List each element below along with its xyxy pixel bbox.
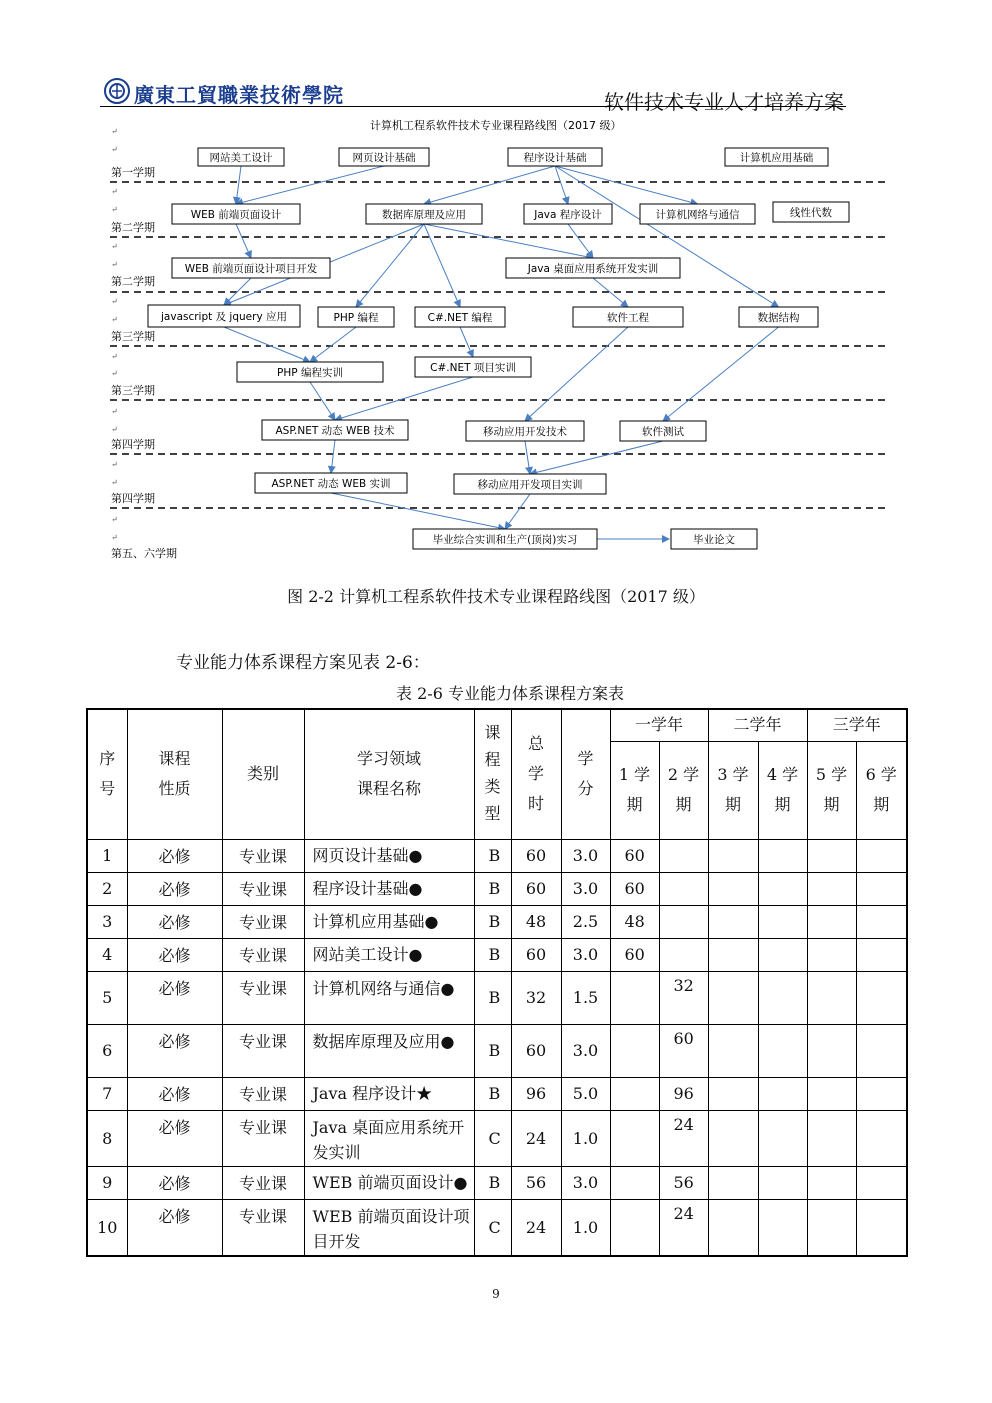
header-s2-text: 2 学期 xyxy=(667,764,700,814)
cell-s3 xyxy=(708,1024,758,1077)
cell-s1: 48 xyxy=(610,905,659,938)
cell-s6 xyxy=(856,905,907,938)
cell-s4 xyxy=(758,839,807,872)
semester-label: 第三学期 xyxy=(111,330,155,343)
header-divider xyxy=(100,106,846,107)
header-name xyxy=(304,709,474,839)
cell-s3 xyxy=(708,1110,758,1166)
cell-category: 专业课 xyxy=(222,1077,304,1110)
header-year2: 二学年 xyxy=(708,709,807,741)
cell-s2 xyxy=(659,872,708,905)
diagram-node xyxy=(198,148,284,166)
cell-s1 xyxy=(610,1110,659,1166)
cell-type: C xyxy=(474,1110,511,1166)
cell-s5 xyxy=(807,905,856,938)
diagram-node xyxy=(172,204,300,224)
cell-seq: 4 xyxy=(87,938,127,971)
cell-credits: 3.0 xyxy=(561,839,610,872)
figure-caption: 图 2-2 计算机工程系软件技术专业课程路线图（2017 级） xyxy=(287,587,705,606)
header-s1 xyxy=(610,741,659,839)
cell-s5 xyxy=(807,971,856,1024)
cell-name: 计算机应用基础● xyxy=(304,905,474,938)
diagram-edge xyxy=(335,377,473,420)
cell-s6 xyxy=(856,1024,907,1077)
cell-nature: 必修 xyxy=(127,1024,222,1077)
diagram-edge xyxy=(424,224,593,258)
diagram-node xyxy=(415,307,505,327)
diagram-node xyxy=(508,148,602,166)
table-row xyxy=(87,1024,907,1077)
diagram-node xyxy=(671,529,757,549)
cell-type: B xyxy=(474,839,511,872)
cell-s5 xyxy=(807,1024,856,1077)
header-category: 类别 xyxy=(222,709,304,839)
semester-labels xyxy=(111,127,177,560)
header-s4 xyxy=(758,741,807,839)
diagram-node xyxy=(640,204,755,224)
node-label: 网页设计基础 xyxy=(352,152,416,164)
cell-type: B xyxy=(474,1166,511,1199)
diagram-node xyxy=(620,421,706,441)
header-nature-text: 课程性质 xyxy=(158,748,191,799)
node-label: Java 桌面应用系统开发实训 xyxy=(527,263,659,275)
semester-label: 第四学期 xyxy=(111,438,155,451)
cell-s3 xyxy=(708,839,758,872)
node-label: 数据库原理及应用 xyxy=(382,209,466,221)
semester-label: 第二学期 xyxy=(111,221,155,234)
header-hours-text: 总学时 xyxy=(527,733,544,814)
diagram-node xyxy=(454,474,606,494)
node-label: C#.NET 编程 xyxy=(427,312,493,324)
cell-s6 xyxy=(856,1199,907,1256)
course-plan-table xyxy=(86,708,908,1257)
header-s5 xyxy=(807,741,856,839)
cell-nature: 必修 xyxy=(127,839,222,872)
header-name-text: 学习领域课程名称 xyxy=(356,748,421,799)
cell-nature: 必修 xyxy=(127,1110,222,1166)
paragraph-mark-icon: ↵ xyxy=(111,242,118,251)
diagram-node xyxy=(237,362,383,382)
cell-s1 xyxy=(610,1024,659,1077)
cell-type: C xyxy=(474,1199,511,1256)
cell-s4 xyxy=(758,872,807,905)
cell-credits: 3.0 xyxy=(561,872,610,905)
cell-s1 xyxy=(610,1077,659,1110)
cell-seq: 5 xyxy=(87,971,127,1024)
cell-type: B xyxy=(474,1077,511,1110)
header-s6 xyxy=(856,741,907,839)
header-s2 xyxy=(659,741,708,839)
diagram-node xyxy=(524,204,612,224)
cell-s4 xyxy=(758,1166,807,1199)
node-label: 软件工程 xyxy=(607,312,649,324)
header-s6-text: 6 学期 xyxy=(865,764,897,814)
cell-hours: 24 xyxy=(511,1199,561,1256)
cell-s1: 60 xyxy=(610,872,659,905)
cell-name: 网站美工设计● xyxy=(304,938,474,971)
diagram-node xyxy=(773,202,849,222)
diagram-edge xyxy=(525,327,628,421)
cell-s5 xyxy=(807,872,856,905)
school-name: 廣東工貿職業技術學院 xyxy=(134,83,344,107)
cell-s4 xyxy=(758,1110,807,1166)
diagram-node xyxy=(339,148,429,166)
semester-label: 第一学期 xyxy=(111,166,155,179)
cell-credits: 1.0 xyxy=(561,1199,610,1256)
node-label: 计算机网络与通信 xyxy=(655,209,740,221)
intro-paragraph: 专业能力体系课程方案见表 2-6： xyxy=(176,653,430,673)
cell-s6 xyxy=(856,1077,907,1110)
diagram-edge xyxy=(663,327,779,421)
cell-s6 xyxy=(856,971,907,1024)
diagram-edge xyxy=(424,224,460,307)
diagram-node xyxy=(506,258,680,278)
diagram-edge xyxy=(530,441,663,474)
cell-s2: 96 xyxy=(659,1077,708,1110)
header-seq-text: 序号 xyxy=(99,748,116,799)
node-label: Java 程序设计 xyxy=(534,209,602,221)
table-body xyxy=(87,839,907,1256)
semester-label: 第三学期 xyxy=(111,384,155,397)
paragraph-mark-icon: ↵ xyxy=(111,407,118,416)
cell-type: B xyxy=(474,905,511,938)
header-year3: 三学年 xyxy=(807,709,907,741)
node-label: PHP 编程实训 xyxy=(277,367,343,379)
cell-s6 xyxy=(856,839,907,872)
diagram-title: 计算机工程系软件技术专业课程路线图（2017 级） xyxy=(370,119,622,132)
cell-s2: 24 xyxy=(659,1110,708,1166)
node-label: WEB 前端页面设计项目开发 xyxy=(184,263,318,275)
node-label: 程序设计基础 xyxy=(523,152,587,164)
diagram-node xyxy=(466,421,584,441)
cell-type: B xyxy=(474,1024,511,1077)
diagram-node xyxy=(573,307,683,327)
cell-credits: 3.0 xyxy=(561,938,610,971)
cell-category: 专业课 xyxy=(222,938,304,971)
cell-name: Java 程序设计★ xyxy=(304,1077,474,1110)
paragraph-mark-icon: ↵ xyxy=(111,297,118,306)
diagram-node xyxy=(415,357,531,377)
cell-s6 xyxy=(856,1166,907,1199)
diagram-edge xyxy=(505,494,530,529)
cell-s5 xyxy=(807,1199,856,1256)
page-number: 9 xyxy=(492,1287,500,1301)
diagram-edge xyxy=(310,327,356,362)
cell-hours: 56 xyxy=(511,1166,561,1199)
diagram-node xyxy=(172,258,330,278)
cell-s3 xyxy=(708,938,758,971)
cell-s4 xyxy=(758,1199,807,1256)
cell-s4 xyxy=(758,938,807,971)
cell-nature: 必修 xyxy=(127,971,222,1024)
cell-category: 专业课 xyxy=(222,872,304,905)
header-type-text: 课程类型 xyxy=(484,722,501,824)
header-year1: 一学年 xyxy=(610,709,708,741)
diagram-edge xyxy=(555,166,568,204)
cell-s5 xyxy=(807,1110,856,1166)
cell-s4 xyxy=(758,971,807,1024)
diagram-edge xyxy=(555,166,779,307)
cell-seq: 7 xyxy=(87,1077,127,1110)
cell-credits: 2.5 xyxy=(561,905,610,938)
paragraph-mark-icon: ↵ xyxy=(111,369,118,378)
cell-seq: 10 xyxy=(87,1199,127,1256)
cell-nature: 必修 xyxy=(127,1077,222,1110)
header-seq xyxy=(87,709,127,839)
cell-category: 专业课 xyxy=(222,1166,304,1199)
paragraph-mark-icon: ↵ xyxy=(111,315,118,324)
diagram-edge xyxy=(555,166,698,204)
cell-hours: 96 xyxy=(511,1077,561,1110)
table-row xyxy=(87,905,907,938)
cell-name: 数据库原理及应用● xyxy=(304,1024,474,1077)
header-s3 xyxy=(708,741,758,839)
cell-nature: 必修 xyxy=(127,938,222,971)
diagram-edge xyxy=(331,493,505,529)
semester-separators xyxy=(110,182,885,508)
cell-s2 xyxy=(659,938,708,971)
semester-label: 第五、六学期 xyxy=(111,547,177,560)
cell-hours: 24 xyxy=(511,1110,561,1166)
node-label: 软件测试 xyxy=(642,426,684,438)
cell-hours: 60 xyxy=(511,839,561,872)
table-row xyxy=(87,971,907,1024)
cell-s1 xyxy=(610,1166,659,1199)
cell-hours: 60 xyxy=(511,872,561,905)
cell-credits: 5.0 xyxy=(561,1077,610,1110)
cell-hours: 48 xyxy=(511,905,561,938)
cell-s5 xyxy=(807,938,856,971)
cell-category: 专业课 xyxy=(222,971,304,1024)
node-label: 数据结构 xyxy=(757,312,800,324)
header-hours xyxy=(511,709,561,839)
diagram-node xyxy=(148,305,300,327)
school-emblem-icon xyxy=(102,76,132,106)
diagram-edge xyxy=(568,224,593,258)
cell-category: 专业课 xyxy=(222,1110,304,1166)
header-s5-text: 5 学期 xyxy=(815,764,848,814)
cell-hours: 60 xyxy=(511,938,561,971)
cell-s5 xyxy=(807,1077,856,1110)
cell-seq: 3 xyxy=(87,905,127,938)
header-s3-text: 3 学期 xyxy=(717,764,749,814)
semester-label: 第四学期 xyxy=(111,492,155,505)
cell-s4 xyxy=(758,905,807,938)
cell-type: B xyxy=(474,872,511,905)
table-row xyxy=(87,1077,907,1110)
cell-type: B xyxy=(474,938,511,971)
cell-category: 专业课 xyxy=(222,1199,304,1256)
node-label: C#.NET 项目实训 xyxy=(430,362,516,374)
node-label: 毕业综合实训和生产(顶岗)实习 xyxy=(432,534,578,546)
cell-s1: 60 xyxy=(610,839,659,872)
cell-name: WEB 前端页面设计● xyxy=(304,1166,474,1199)
node-label: 网站美工设计 xyxy=(209,152,273,164)
node-label: 线性代数 xyxy=(790,207,832,219)
paragraph-mark-icon: ↵ xyxy=(111,478,118,487)
cell-seq: 1 xyxy=(87,839,127,872)
course-roadmap-diagram xyxy=(110,112,890,572)
paragraph-mark-icon: ↵ xyxy=(111,425,118,434)
paragraph-mark-icon: ↵ xyxy=(111,515,118,524)
cell-nature: 必修 xyxy=(127,1166,222,1199)
cell-s2 xyxy=(659,839,708,872)
diagram-node xyxy=(366,204,482,224)
paragraph-mark-icon: ↵ xyxy=(111,187,118,196)
cell-name: 程序设计基础● xyxy=(304,872,474,905)
cell-credits: 3.0 xyxy=(561,1166,610,1199)
cell-s6 xyxy=(856,872,907,905)
cell-s3 xyxy=(708,1166,758,1199)
semester-label: 第二学期 xyxy=(111,275,155,288)
node-label: 毕业论文 xyxy=(693,534,735,546)
cell-hours: 60 xyxy=(511,1024,561,1077)
cell-s6 xyxy=(856,938,907,971)
diagram-node xyxy=(725,148,828,166)
cell-s5 xyxy=(807,839,856,872)
cell-hours: 32 xyxy=(511,971,561,1024)
cell-seq: 2 xyxy=(87,872,127,905)
diagram-edge xyxy=(236,166,384,204)
cell-name: WEB 前端页面设计项目开发 xyxy=(304,1199,474,1256)
header-credits-text: 学分 xyxy=(577,748,594,799)
table-row xyxy=(87,839,907,872)
cell-nature: 必修 xyxy=(127,1199,222,1256)
table-row xyxy=(87,1199,907,1256)
cell-type: B xyxy=(474,971,511,1024)
diagram-edge xyxy=(424,166,555,204)
cell-s3 xyxy=(708,872,758,905)
cell-s2: 32 xyxy=(659,971,708,1024)
cell-s1 xyxy=(610,1199,659,1256)
cell-name: Java 桌面应用系统开发实训 xyxy=(304,1110,474,1166)
diagram-edge xyxy=(236,224,251,258)
node-label: 移动应用开发技术 xyxy=(483,426,567,438)
diagram-node xyxy=(739,307,818,327)
diagram-node xyxy=(413,529,597,549)
cell-category: 专业课 xyxy=(222,905,304,938)
node-label: PHP 编程 xyxy=(333,312,379,324)
header-s4-text: 4 学期 xyxy=(766,764,799,814)
cell-s3 xyxy=(708,905,758,938)
paragraph-mark-icon: ↵ xyxy=(111,127,118,136)
diagram-edge xyxy=(224,327,310,362)
diagram-edge xyxy=(593,278,628,307)
cell-s2 xyxy=(659,905,708,938)
paragraph-mark-icon: ↵ xyxy=(111,533,118,542)
cell-nature: 必修 xyxy=(127,905,222,938)
node-label: 移动应用开发项目实训 xyxy=(477,479,583,491)
cell-s5 xyxy=(807,1166,856,1199)
paragraph-mark-icon: ↵ xyxy=(111,460,118,469)
diagram-edge xyxy=(310,382,335,420)
paragraph-mark-icon: ↵ xyxy=(111,352,118,361)
cell-seq: 8 xyxy=(87,1110,127,1166)
diagram-edge xyxy=(331,440,335,473)
table-row xyxy=(87,938,907,971)
document-title: 软件技术专业人才培养方案 xyxy=(604,90,844,114)
cell-seq: 6 xyxy=(87,1024,127,1077)
table-row xyxy=(87,1166,907,1199)
diagram-node xyxy=(262,420,408,440)
table-row xyxy=(87,1110,907,1166)
cell-seq: 9 xyxy=(87,1166,127,1199)
cell-name: 计算机网络与通信● xyxy=(304,971,474,1024)
header-credits xyxy=(561,709,610,839)
cell-s2: 24 xyxy=(659,1199,708,1256)
cell-s3 xyxy=(708,1077,758,1110)
header-type xyxy=(474,709,511,839)
cell-s2: 56 xyxy=(659,1166,708,1199)
node-label: 计算机应用基础 xyxy=(739,152,814,164)
diagram-edge xyxy=(460,327,473,357)
cell-credits: 3.0 xyxy=(561,1024,610,1077)
paragraph-mark-icon: ↵ xyxy=(111,145,118,154)
diagram-nodes xyxy=(148,148,849,549)
cell-s1: 60 xyxy=(610,938,659,971)
paragraph-mark-icon: ↵ xyxy=(111,205,118,214)
cell-s3 xyxy=(708,971,758,1024)
table-row xyxy=(87,872,907,905)
cell-s4 xyxy=(758,1024,807,1077)
table-caption: 表 2-6 专业能力体系课程方案表 xyxy=(396,684,624,703)
header-nature xyxy=(127,709,222,839)
cell-credits: 1.0 xyxy=(561,1110,610,1166)
cell-nature: 必修 xyxy=(127,872,222,905)
cell-credits: 1.5 xyxy=(561,971,610,1024)
diagram-node xyxy=(255,473,407,493)
diagram-edge xyxy=(236,166,241,204)
node-label: ASP.NET 动态 WEB 技术 xyxy=(275,425,395,437)
cell-name: 网页设计基础● xyxy=(304,839,474,872)
cell-category: 专业课 xyxy=(222,839,304,872)
cell-s1 xyxy=(610,971,659,1024)
diagram-edge xyxy=(525,441,530,474)
cell-s6 xyxy=(856,1110,907,1166)
header-s1-text: 1 学期 xyxy=(618,764,651,814)
diagram-node xyxy=(318,307,394,327)
cell-category: 专业课 xyxy=(222,1024,304,1077)
node-label: WEB 前端页面设计 xyxy=(190,209,282,221)
node-label: javascript 及 jquery 应用 xyxy=(161,311,287,323)
cell-s3 xyxy=(708,1199,758,1256)
node-label: ASP.NET 动态 WEB 实训 xyxy=(271,478,391,490)
cell-s4 xyxy=(758,1077,807,1110)
paragraph-mark-icon: ↵ xyxy=(111,260,118,269)
cell-s2: 60 xyxy=(659,1024,708,1077)
